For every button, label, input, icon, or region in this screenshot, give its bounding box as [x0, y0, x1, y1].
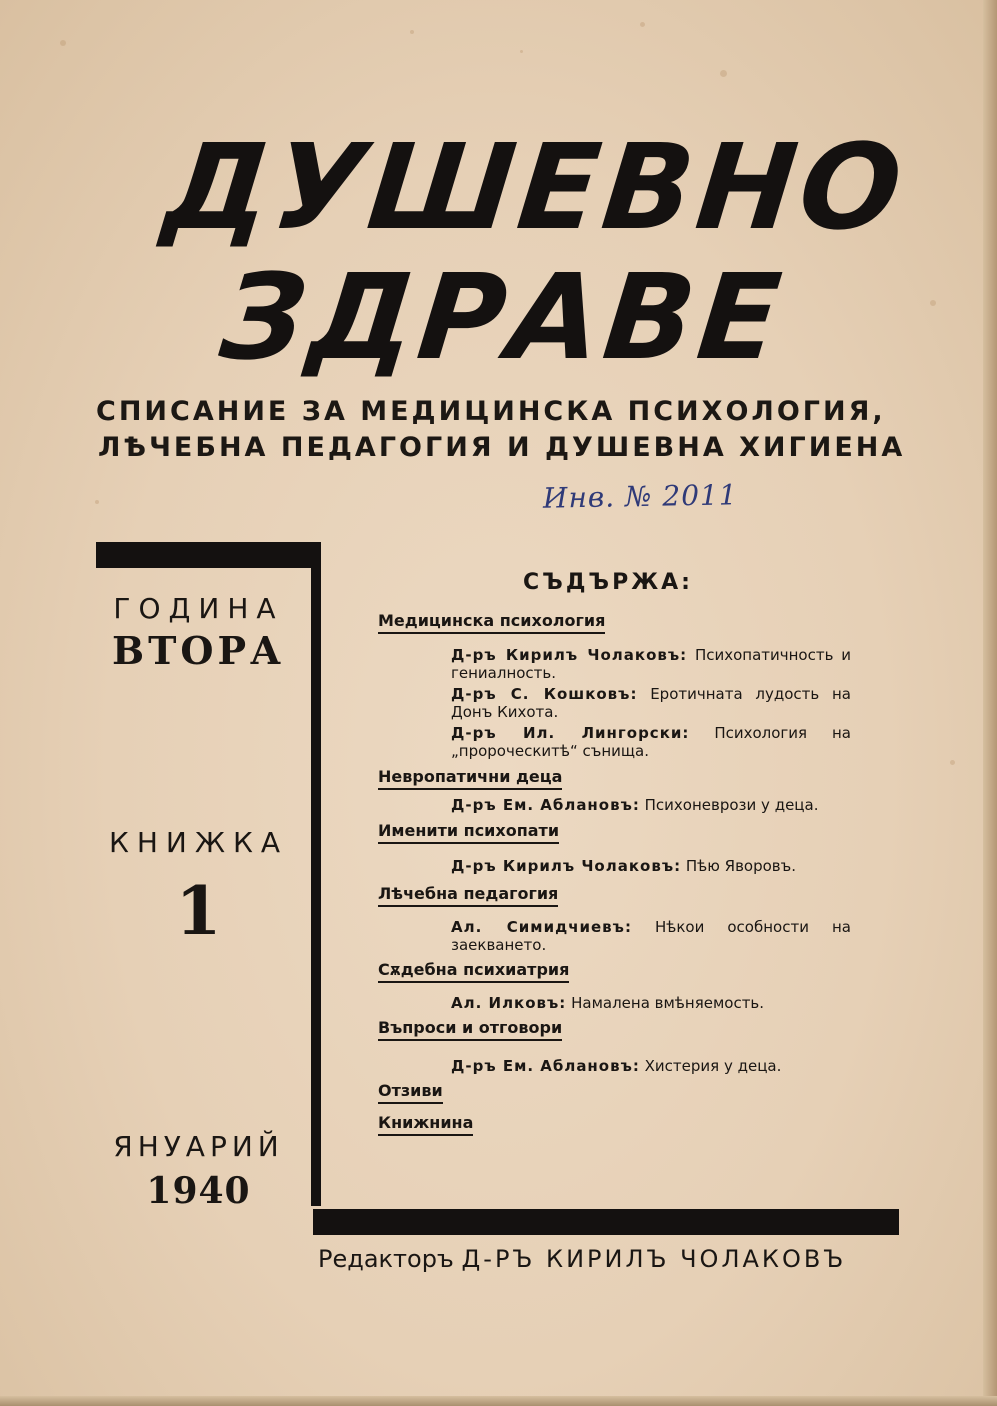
issue-number: 1	[175, 872, 222, 950]
magazine-title-line1: ДУШЕВНО	[157, 118, 912, 256]
article-entry	[451, 994, 851, 1012]
contents-heading: СЪДЪРЖА:	[523, 570, 693, 595]
magazine-title-line2: ЗДРАВЕ	[214, 248, 791, 386]
article-entry	[451, 724, 851, 760]
paper-speck	[720, 70, 727, 77]
paper-speck	[950, 760, 955, 765]
article-author: Д-ръ Ил. Лингорски:	[451, 724, 690, 742]
article-entry	[451, 918, 851, 954]
paper-edge	[983, 0, 997, 1406]
article-title: Хистерия у деца.	[644, 1057, 782, 1075]
section-title: Лѣчебна педагогия	[378, 884, 558, 907]
issue-month: ЯНУАРИЙ	[113, 1130, 284, 1163]
paper-speck	[640, 22, 645, 27]
article-entry	[451, 796, 851, 814]
article-author: Д-ръ Кирилъ Чолаковъ:	[451, 646, 688, 664]
article-author: Д-ръ Ем. Аблановъ:	[451, 1057, 640, 1075]
inventory-handwritten-note: Инв. № 2011	[542, 478, 738, 515]
article-entry	[451, 857, 851, 875]
issue-label: КНИЖКА	[108, 826, 289, 859]
frame-bar-vertical	[311, 542, 321, 1206]
paper-speck	[520, 50, 523, 53]
section-title: Невропатични деца	[378, 767, 562, 790]
section-title: Именити психопати	[378, 821, 559, 844]
editor-line	[318, 1245, 846, 1273]
year-value: ВТОРА	[111, 628, 286, 673]
editor-name: Д-РЪ КИРИЛЪ ЧОЛАКОВЪ	[461, 1245, 847, 1273]
article-title: Психопатичность и гениалность.	[451, 646, 851, 682]
issue-year: 1940	[146, 1170, 251, 1212]
article-author: Д-ръ Ем. Аблановъ:	[451, 796, 640, 814]
paper-speck	[60, 40, 66, 46]
article-author: Ал. Илковъ:	[451, 994, 567, 1012]
article-entry	[451, 685, 851, 721]
article-title: Психоневрози у деца.	[644, 796, 819, 814]
frame-bar-top	[96, 542, 318, 568]
section-title: Отзиви	[378, 1081, 443, 1104]
paper-speck	[95, 500, 99, 504]
section-title: Медицинска психология	[378, 611, 605, 634]
editor-label: Редакторъ	[318, 1245, 454, 1273]
article-author: Д-ръ С. Кошковъ:	[451, 685, 638, 703]
article-author: Д-ръ Кирилъ Чолаковъ:	[451, 857, 682, 875]
section-title: Книжнина	[378, 1113, 473, 1136]
frame-bar-bottom	[313, 1209, 899, 1235]
article-title: Психология на „пророческитѣ“ сънища.	[451, 724, 851, 760]
article-title: Намалена вмѣняемость.	[571, 994, 765, 1012]
article-title: Еротичната лудость на Донъ Кихота.	[451, 685, 851, 721]
article-entry	[451, 1057, 851, 1075]
paper-edge	[0, 1396, 997, 1406]
section-title: Въпроси и отговори	[378, 1018, 562, 1041]
article-title: Нѣкои особности на заекването.	[451, 918, 851, 954]
subtitle-line2: ЛѢЧЕБНА ПЕДАГОГИЯ И ДУШЕВНА ХИГИЕНА	[98, 432, 906, 463]
year-label: ГОДИНА	[113, 592, 284, 625]
article-author: Ал. Симидчиевъ:	[451, 918, 632, 936]
subtitle-line1: СПИСАНИЕ ЗА МЕДИЦИНСКА ПСИХОЛОГИЯ,	[96, 396, 886, 427]
paper-speck	[410, 30, 414, 34]
article-entry	[451, 646, 851, 682]
section-title: Сѫдебна психиатрия	[378, 960, 569, 983]
paper-speck	[930, 300, 936, 306]
article-title: Пѣю Яворовъ.	[685, 857, 796, 875]
